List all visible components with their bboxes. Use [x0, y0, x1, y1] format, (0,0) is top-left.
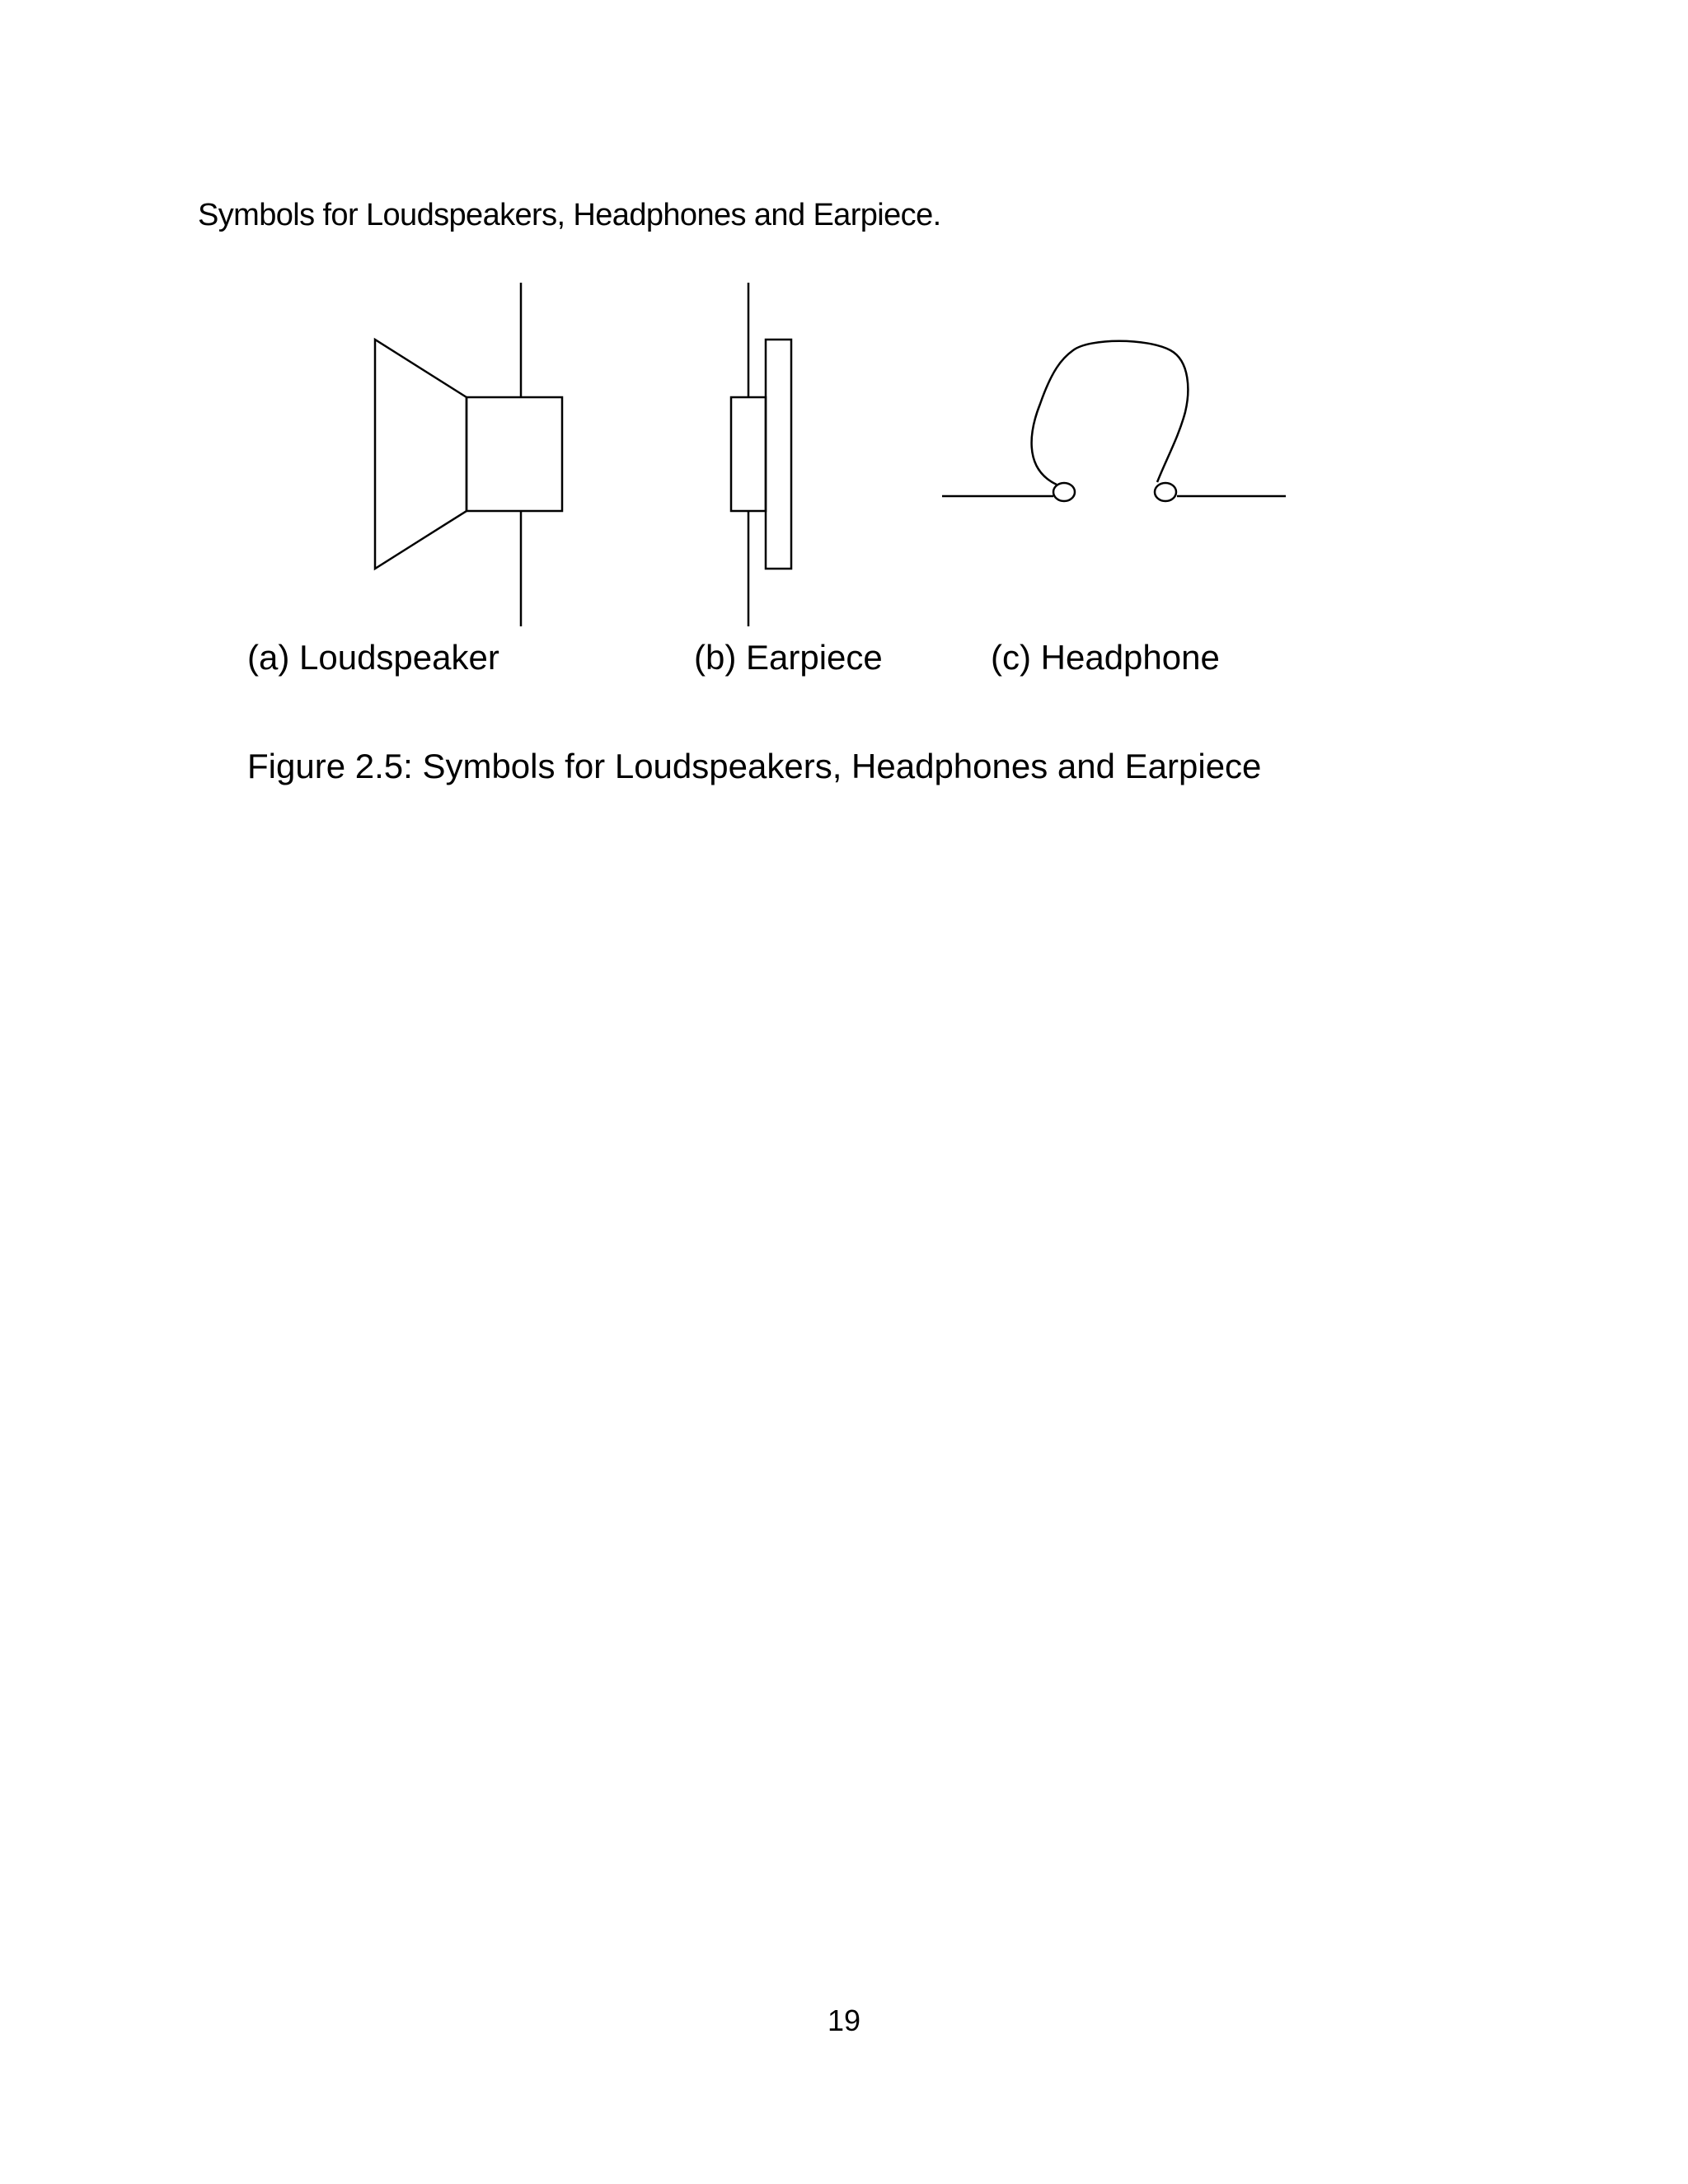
earpiece-plate [766, 340, 791, 569]
earpiece-symbol [731, 283, 791, 626]
earpiece-label: (b) Earpiece [694, 638, 883, 677]
headphone-right-ear [1155, 483, 1176, 501]
headphone-label: (c) Headphone [991, 638, 1220, 677]
earpiece-small-box [731, 397, 766, 511]
headphone-left-ear [1053, 483, 1075, 501]
headphone-headband [1032, 341, 1189, 485]
loudspeaker-label: (a) Loudspeaker [247, 638, 499, 677]
section-heading: Symbols for Loudspeakers, Headphones and Earpiece. [198, 198, 941, 232]
figure-caption: Figure 2.5: Symbols for Loudspeakers, Headphones and Earpiece [247, 747, 1262, 785]
loudspeaker-cone [375, 340, 467, 569]
page-number: 19 [827, 2004, 861, 2037]
headphone-symbol [942, 341, 1286, 501]
loudspeaker-coil-box [467, 397, 562, 511]
loudspeaker-symbol [375, 283, 562, 626]
